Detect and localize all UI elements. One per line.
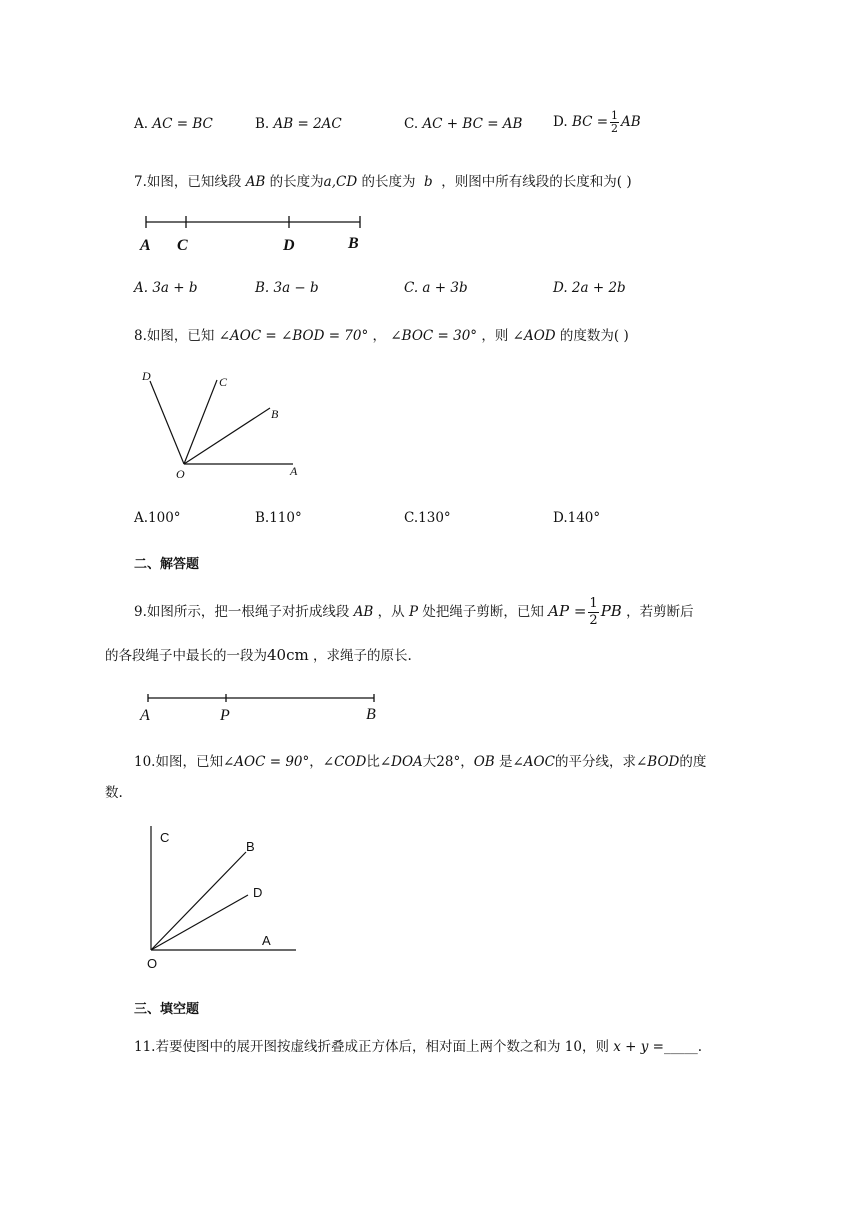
- label-c: C: [160, 830, 170, 845]
- q7-option-d: D. 2a + 2b: [553, 280, 626, 296]
- q10-stem-line2: 数.: [105, 785, 123, 801]
- section-heading-answer: 二、解答题: [134, 557, 200, 572]
- fraction: $\frac{1}{2}$: [589, 596, 598, 628]
- q11-stem: 11.若要使图中的展开图按虚线折叠成正方体后，相对面上两个数之和为 10，则 x + y =_____.: [134, 1039, 703, 1055]
- label-b: B: [271, 407, 279, 421]
- section-heading-fill: 三、填空题: [134, 1002, 200, 1017]
- q8-angle-figure: [138, 368, 318, 484]
- label-a: A: [140, 237, 151, 254]
- q6-option-a: A. AC = BC: [134, 116, 213, 132]
- label-b: B: [246, 839, 255, 854]
- label-p: P: [220, 707, 230, 724]
- q7-option-b: B. 3a − b: [255, 280, 319, 296]
- ray-ob: [151, 852, 246, 950]
- label-b: B: [366, 706, 376, 723]
- q7-stem: 7.如图，已知线段 AB 的长度为a,CD 的长度为 b ，则图中所有线段的长度和为( ): [134, 174, 632, 190]
- q8-option-d: D.140°: [553, 510, 601, 526]
- q7-option-c: C. a + 3b: [404, 280, 468, 296]
- q6-option-c: C. AC + BC = AB: [404, 116, 523, 132]
- q6-option-d: D. BC = $\frac{1}{2}$ AB: [553, 109, 641, 135]
- ray-oc: [184, 380, 217, 464]
- label-a: A: [140, 707, 150, 724]
- q9-stem-line2: 的各段绳子中最长的一段为40cm ，求绳子的原长.: [105, 646, 412, 664]
- q9-segment-figure: [138, 690, 388, 726]
- q7-segment-figure: [140, 212, 380, 262]
- ray-ob: [184, 408, 270, 464]
- q8-option-b: B.110°: [255, 510, 302, 526]
- label-d: D: [253, 885, 263, 900]
- label-c: C: [219, 375, 228, 389]
- label-a: A: [290, 464, 298, 478]
- label-o: O: [176, 467, 185, 481]
- q7-option-a: A. 3a + b: [134, 280, 198, 296]
- label-d: D: [283, 237, 295, 254]
- q10-stem-line1: 10.如图，已知∠AOC = 90°，∠COD比∠DOA大28°，OB 是∠AOC的平分线，求∠BOD的度: [134, 754, 707, 770]
- q10-angle-figure: [140, 820, 310, 972]
- label-d: D: [142, 369, 151, 383]
- q8-option-a: A.100°: [134, 510, 181, 526]
- label-b: B: [348, 235, 359, 252]
- ray-od: [151, 895, 248, 950]
- q9-stem-line1: 9.如图所示，把一根绳子对折成线段 AB ，从 P 处把绳子剪断，已知 AP = $\frac{1}{2}$ PB ，若剪断后: [134, 596, 694, 628]
- q8-option-c: C.130°: [404, 510, 451, 526]
- label-a: A: [262, 933, 271, 948]
- fraction: $\frac{1}{2}$: [611, 109, 619, 135]
- label-o: O: [147, 956, 158, 971]
- q8-stem: 8.如图，已知 ∠AOC = ∠BOD = 70° ， ∠BOC = 30° ，则 ∠AOD 的度数为( ): [134, 328, 629, 344]
- ray-od: [150, 381, 184, 464]
- label-c: C: [177, 237, 188, 254]
- q6-option-b: B. AB = 2AC: [255, 116, 342, 132]
